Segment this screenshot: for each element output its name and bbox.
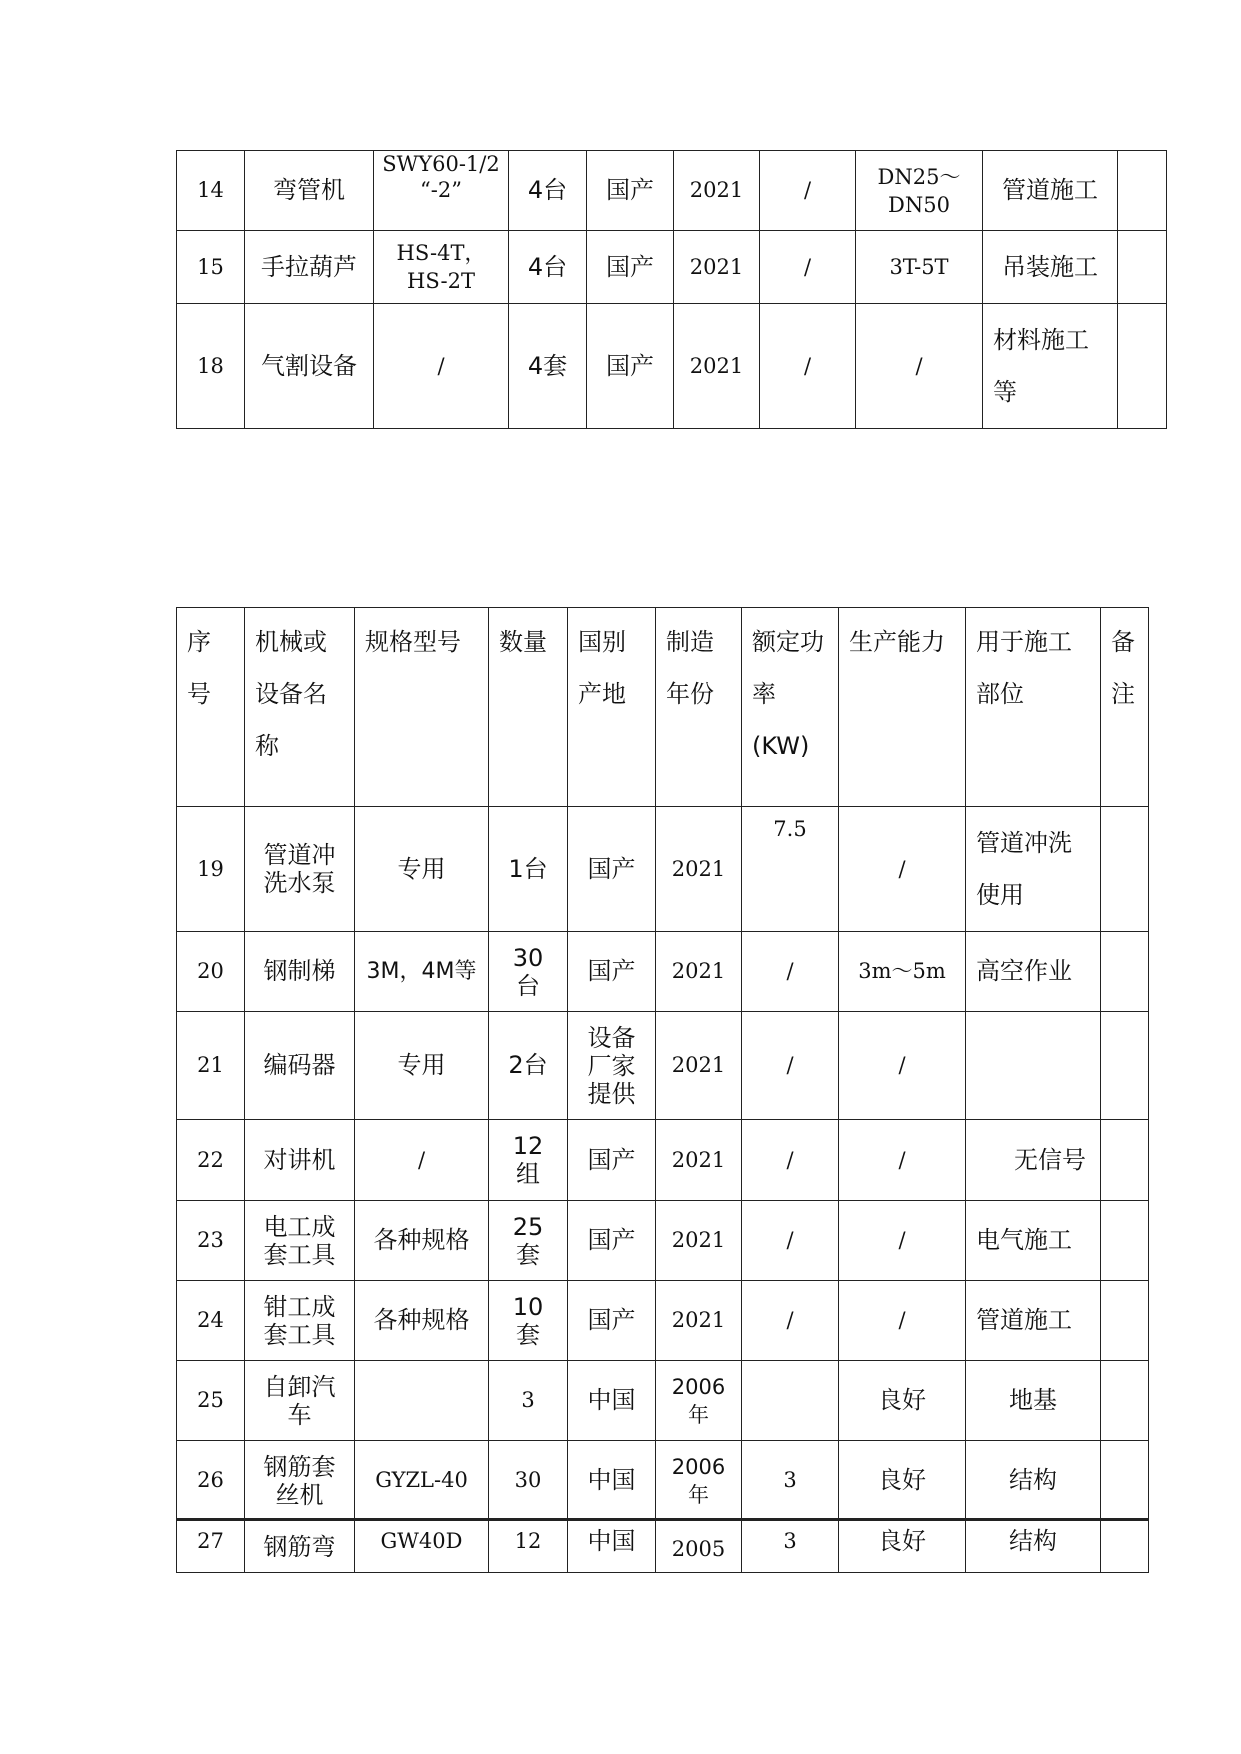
capacity: 良好 [839,1521,966,1573]
usage: 管道冲洗 使用 [966,807,1101,932]
capacity: 良好 [839,1441,966,1521]
origin: 国产 [568,1120,656,1201]
manufacture-year: 2021 [674,304,760,429]
table-row [177,807,1149,932]
row-number: 19 [177,807,245,932]
manufacture-year: 2021 [656,1120,742,1201]
manufacture-year: 2005 [656,1521,742,1573]
equipment-name: 钢制梯 [245,932,355,1012]
origin: 国产 [568,1281,656,1361]
row-number: 26 [177,1441,245,1521]
equipment-table-continued [176,150,1167,429]
rated-power: 7.5 [742,807,839,932]
table-row [177,932,1149,1012]
rated-power: / [760,304,856,429]
origin: 中国 [568,1441,656,1521]
capacity: 3m～5m [839,932,966,1012]
equipment-name: 弯管机 [245,151,374,231]
capacity: 3T-5T [856,231,983,304]
equipment-name: 钳工成 套工具 [245,1281,355,1361]
origin: 中国 [568,1361,656,1441]
table-row [177,1521,1149,1573]
equipment-name: 钢筋套 丝机 [245,1441,355,1521]
quantity: 12 组 [489,1120,568,1201]
row-number: 27 [177,1521,245,1573]
quantity: 30 [489,1441,568,1521]
usage: 吊装施工 [983,231,1118,304]
origin: 国产 [568,932,656,1012]
origin: 国产 [587,231,674,304]
capacity: 良好 [839,1361,966,1441]
header-capacity: 生产能力 [839,608,966,807]
capacity: / [856,304,983,429]
equipment-table [176,607,1149,1573]
quantity: 4台 [509,231,587,304]
manufacture-year: 2006 年 [656,1361,742,1441]
equipment-name: 编码器 [245,1012,355,1120]
manufacture-year: 2006 年 [656,1441,742,1521]
manufacture-year: 2021 [656,1201,742,1281]
quantity: 30 台 [489,932,568,1012]
usage: 材料施工 等 [983,304,1118,429]
quantity: 12 [489,1521,568,1573]
origin: 国产 [587,304,674,429]
table-row [177,151,1167,231]
rated-power: / [742,1012,839,1120]
table-row [177,1201,1149,1281]
origin: 国产 [568,1201,656,1281]
origin: 国产 [568,807,656,932]
capacity: / [839,1012,966,1120]
equipment-name: 电工成 套工具 [245,1201,355,1281]
header-origin: 国别 产地 [568,608,656,807]
spec-model: 3M，4M等 [355,932,489,1012]
usage: 结构 [966,1521,1101,1573]
remark [1101,1521,1149,1573]
usage: 管道施工 [983,151,1118,231]
rated-power: / [742,1201,839,1281]
row-number: 21 [177,1012,245,1120]
table-row [177,1012,1149,1120]
row-number: 20 [177,932,245,1012]
table-row [177,304,1167,429]
manufacture-year: 2021 [656,932,742,1012]
rated-power [742,1361,839,1441]
spec-model [355,1361,489,1441]
remark [1101,1012,1149,1120]
remark [1118,231,1167,304]
spec-model: 各种规格 [355,1201,489,1281]
rated-power: / [760,231,856,304]
remark [1118,304,1167,429]
header-remark: 备 注 [1101,608,1149,807]
capacity: / [839,1120,966,1201]
remark [1101,1441,1149,1521]
origin: 国产 [587,151,674,231]
table-row [177,1281,1149,1361]
row-number: 24 [177,1281,245,1361]
header-power: 额定功 率(KW) [742,608,839,807]
spec-model: GYZL-40 [355,1441,489,1521]
spec-model: / [355,1120,489,1201]
equipment-name: 管道冲 洗水泵 [245,807,355,932]
capacity: / [839,1281,966,1361]
table-row [177,1441,1149,1521]
remark [1101,1361,1149,1441]
row-number: 23 [177,1201,245,1281]
usage: 高空作业 [966,932,1101,1012]
remark [1101,1281,1149,1361]
usage: 电气施工 [966,1201,1101,1281]
usage: 地基 [966,1361,1101,1441]
row-number: 15 [177,231,245,304]
row-number: 22 [177,1120,245,1201]
manufacture-year: 2021 [656,807,742,932]
row-number: 14 [177,151,245,231]
remark [1118,151,1167,231]
header-name: 机械或 设备名 称 [245,608,355,807]
spec-model: SWY60-1/2 “-2” [374,151,509,231]
header-spec: 规格型号 [355,608,489,807]
spec-model: / [374,304,509,429]
table-header-row [177,608,1149,807]
rated-power: 3 [742,1521,839,1573]
usage: 无信号 [966,1120,1101,1201]
usage [966,1012,1101,1120]
origin: 设备 厂家 提供 [568,1012,656,1120]
rated-power: / [742,932,839,1012]
remark [1101,807,1149,932]
rated-power: / [742,1281,839,1361]
manufacture-year: 2021 [674,231,760,304]
table-row [177,1361,1149,1441]
equipment-name: 气割设备 [245,304,374,429]
quantity: 1台 [489,807,568,932]
usage: 管道施工 [966,1281,1101,1361]
capacity: DN25～ DN50 [856,151,983,231]
usage: 结构 [966,1441,1101,1521]
quantity: 3 [489,1361,568,1441]
rated-power: / [760,151,856,231]
quantity: 10 套 [489,1281,568,1361]
rated-power: 3 [742,1441,839,1521]
table-row [177,231,1167,304]
spec-model: 专用 [355,807,489,932]
manufacture-year: 2021 [656,1281,742,1361]
spec-model: 各种规格 [355,1281,489,1361]
origin: 中国 [568,1521,656,1573]
header-usage: 用于施工 部位 [966,608,1101,807]
equipment-name: 自卸汽 车 [245,1361,355,1441]
equipment-name: 对讲机 [245,1120,355,1201]
header-qty: 数量 [489,608,568,807]
table-row [177,1120,1149,1201]
manufacture-year: 2021 [656,1012,742,1120]
row-number: 18 [177,304,245,429]
spec-model: GW40D [355,1521,489,1573]
header-year: 制造 年份 [656,608,742,807]
row-divider-line [176,1518,1148,1520]
equipment-name: 钢筋弯 [245,1521,355,1573]
header-no: 序 号 [177,608,245,807]
rated-power: / [742,1120,839,1201]
capacity: / [839,1201,966,1281]
remark [1101,1120,1149,1201]
spec-model: HS-4T， HS-2T [374,231,509,304]
manufacture-year: 2021 [674,151,760,231]
quantity: 4套 [509,304,587,429]
spec-model: 专用 [355,1012,489,1120]
quantity: 2台 [489,1012,568,1120]
quantity: 25 套 [489,1201,568,1281]
remark [1101,932,1149,1012]
quantity: 4台 [509,151,587,231]
row-number: 25 [177,1361,245,1441]
capacity: / [839,807,966,932]
remark [1101,1201,1149,1281]
equipment-name: 手拉葫芦 [245,231,374,304]
